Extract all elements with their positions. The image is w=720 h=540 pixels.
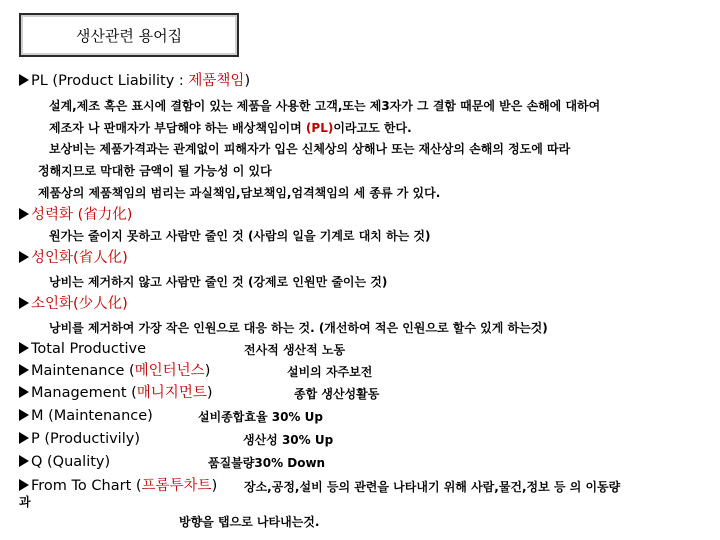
bullet-triangle-icon [19, 432, 29, 444]
tpm-row [19, 453, 110, 471]
tpm-row [19, 340, 146, 358]
bullet-triangle-icon [19, 479, 29, 491]
tpm-term: Total Productive [31, 341, 147, 357]
fromto-term-close: ) [211, 478, 218, 494]
pl-heading-red: 제품책임 [188, 73, 245, 89]
tpm-term: Management ( [31, 385, 137, 401]
tpm-desc: 설비종합효율 30% Up [198, 410, 323, 424]
pl-heading-text: PL (Product Liability : [31, 73, 189, 89]
tpm-desc: 생산성 30% Up [243, 433, 334, 447]
bullet-triangle-icon [19, 342, 29, 354]
tpm-term-red: 메인터넌스 [134, 363, 205, 379]
page-title [19, 13, 239, 57]
tpm-desc: 설비의 자주보전 [287, 365, 373, 379]
s2-desc: 낭비는 제거하지 않고 사람만 줄인 것 (강제로 인원만 줄이는 것) [49, 275, 388, 289]
tpm-desc: 품질불량30% Down [208, 456, 326, 470]
s1-heading-text: 성력화 (省力化) [31, 207, 133, 223]
bullet-triangle-icon [19, 251, 29, 263]
s3-desc: 낭비를 제거하여 가장 작은 인원으로 대응 하는 것. (개선하여 적은 인원으로 할수 있게 하는것) [49, 321, 548, 335]
tpm-term-close: ) [204, 363, 211, 379]
pl-desc-line-2a: 제조자 나 판매자가 부담해야 하는 배상책임이며 [49, 121, 306, 135]
s3-heading [19, 295, 128, 313]
pl-heading [19, 72, 250, 90]
pl-desc-line-2 [49, 119, 412, 137]
bullet-triangle-icon [19, 409, 29, 421]
pl-desc-line-5: 제품상의 제품책임의 범리는 과실책임,담보책임,엄격책임의 세 종류 가 있다. [38, 186, 441, 200]
bullet-triangle-icon [19, 297, 29, 309]
page-title-text: 생산관련 용어집 [75, 26, 183, 45]
bullet-triangle-icon [19, 455, 29, 467]
pl-desc-line-2b: 이라고도 한다. [333, 121, 412, 135]
s1-heading [19, 206, 132, 224]
tpm-row [19, 384, 213, 402]
tpm-term: M (Maintenance) [31, 408, 153, 424]
s3-heading-text: 소인화(少人化) [31, 296, 128, 312]
tpm-term: Maintenance ( [31, 363, 135, 379]
tpm-row [19, 362, 210, 380]
fromto-row [19, 477, 217, 495]
pl-desc-line-4: 정해지므로 막대한 금액이 될 가능성 이 있다 [38, 164, 272, 178]
bullet-triangle-icon [19, 386, 29, 398]
tpm-term: P (Productivily) [31, 431, 140, 447]
fromto-term-red: 프롬투차트 [141, 478, 212, 494]
tpm-term-red: 매니지먼트 [136, 385, 207, 401]
tpm-row [19, 407, 153, 425]
pl-heading-close: ) [244, 73, 251, 89]
fromto-desc-2: 방향을 탭으로 나타내는것. [179, 515, 320, 529]
pl-desc-line-1: 설계,제조 혹은 표시에 결함이 있는 제품을 사용한 고객,또는 제3자가 그 결함 때문에 받은 손해에 대하여 [49, 99, 601, 113]
fromto-wrap-char: 과 [19, 495, 31, 509]
bullet-triangle-icon [19, 364, 29, 376]
bullet-triangle-icon [19, 74, 29, 86]
pl-desc-line-3: 보상비는 제품가격과는 관계없이 피해자가 입은 신체상의 상해나 또는 재산상의 손해의 정도에 따라 [49, 142, 571, 156]
s2-heading [19, 249, 128, 267]
tpm-desc: 전사적 생산적 노동 [244, 343, 346, 357]
fromto-term: From To Chart ( [31, 478, 142, 494]
pl-desc-line-2-red: (PL) [305, 121, 334, 135]
tpm-desc: 종합 생산성활동 [294, 387, 380, 401]
s1-desc: 원가는 줄이지 못하고 사람만 줄인 것 (사람의 일을 기계로 대치 하는 것) [49, 229, 431, 243]
s2-heading-text: 성인화(省人化) [31, 250, 128, 266]
tpm-row [19, 430, 140, 448]
tpm-term-close: ) [206, 385, 213, 401]
fromto-desc-1: 장소,공정,설비 등의 관련을 나타내기 위해 사람,물건,정보 등 의 이동량 [244, 480, 621, 494]
bullet-triangle-icon [19, 208, 29, 220]
tpm-term: Q (Quality) [31, 454, 111, 470]
